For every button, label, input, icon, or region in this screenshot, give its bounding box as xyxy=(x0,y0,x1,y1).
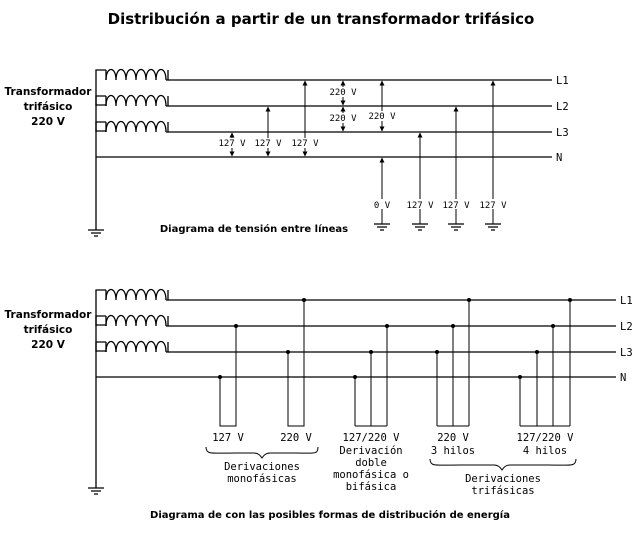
svg-text:127 V: 127 V xyxy=(291,139,319,149)
page-title: Distribución a partir de un transformador trifásico xyxy=(107,10,535,28)
svg-text:Derivación: Derivación xyxy=(339,445,403,457)
label-220v-mono: 220 V xyxy=(280,432,312,444)
svg-text:Derivaciones: Derivaciones xyxy=(465,473,541,485)
voltage-to-ground-l2 xyxy=(441,107,471,230)
svg-text:monofásicas: monofásicas xyxy=(227,473,297,485)
star-connection-top xyxy=(96,105,106,131)
svg-text:monofásica o: monofásica o xyxy=(333,469,409,481)
svg-text:0 V: 0 V xyxy=(373,201,391,211)
voltage-127-l1-n xyxy=(291,81,321,156)
label-l1-bottom: L1 xyxy=(620,295,633,307)
svg-text:trifásicas: trifásicas xyxy=(471,485,535,497)
svg-text:bifásica: bifásica xyxy=(345,481,397,493)
voltage-127-l3-n xyxy=(218,133,248,156)
svg-text:127 V: 127 V xyxy=(442,201,470,211)
voltage-to-ground-n xyxy=(370,158,394,230)
voltage-220-l2-l3 xyxy=(329,107,359,131)
transformer-coils-icon xyxy=(96,70,168,133)
svg-text:220 V: 220 V xyxy=(329,114,357,124)
star-connection-bottom xyxy=(96,325,106,351)
derivation-group-monophase xyxy=(206,300,318,485)
junction-dots xyxy=(218,298,572,379)
label-127-220v-bi: 127/220 V xyxy=(342,432,400,444)
label-l2-bottom: L2 xyxy=(620,321,633,333)
transformer-label-line1: Transformador xyxy=(4,86,92,98)
label-n-bottom: N xyxy=(620,372,627,384)
label-3-hilos: 3 hilos xyxy=(430,445,476,457)
svg-text:127 V: 127 V xyxy=(254,139,282,149)
label-127v-mono: 127 V xyxy=(212,432,244,444)
brace-group3 xyxy=(430,459,576,470)
label-l3-bottom: L3 xyxy=(620,347,633,359)
brace-group1 xyxy=(206,447,318,458)
voltage-to-ground-l1 xyxy=(478,81,508,230)
label-l2: L2 xyxy=(556,101,569,113)
label-220v-tri: 220 V xyxy=(437,432,469,444)
voltage-to-ground-l3 xyxy=(405,133,435,230)
transformer-label-line3: 220 V xyxy=(31,116,65,128)
label-l1: L1 xyxy=(556,75,569,87)
ground-icon xyxy=(88,230,104,236)
label-l3: L3 xyxy=(556,127,569,139)
transformer-label-line3-bottom: 220 V xyxy=(31,339,65,351)
bottom-diagram xyxy=(5,290,633,522)
transformer-label-line1-bottom: Transformador xyxy=(4,309,92,321)
voltage-220-l1-l2 xyxy=(329,81,359,105)
top-caption: Diagrama de tensión entre líneas xyxy=(159,224,349,235)
svg-text:127 V: 127 V xyxy=(479,201,507,211)
top-diagram xyxy=(5,70,569,237)
svg-text:127 V: 127 V xyxy=(406,201,434,211)
label-127-220v-tri: 127/220 V xyxy=(516,432,574,444)
label-4-hilos: 4 hilos xyxy=(522,445,568,457)
svg-text:127 V: 127 V xyxy=(218,139,246,149)
svg-text:Derivaciones: Derivaciones xyxy=(224,461,300,473)
bottom-caption: Diagrama de con las posibles formas de distribución de energía xyxy=(150,510,510,521)
transformer-label-line2-bottom: trifásico xyxy=(23,324,73,336)
transformer-label-line2: trifásico xyxy=(23,101,73,113)
transformer-coils-icon xyxy=(96,290,168,353)
ground-icon xyxy=(88,488,104,494)
derivation-group-triphase xyxy=(430,300,576,497)
label-n: N xyxy=(556,152,563,164)
svg-text:220 V: 220 V xyxy=(368,112,396,122)
svg-text:doble: doble xyxy=(355,457,387,469)
svg-text:220 V: 220 V xyxy=(329,88,357,98)
